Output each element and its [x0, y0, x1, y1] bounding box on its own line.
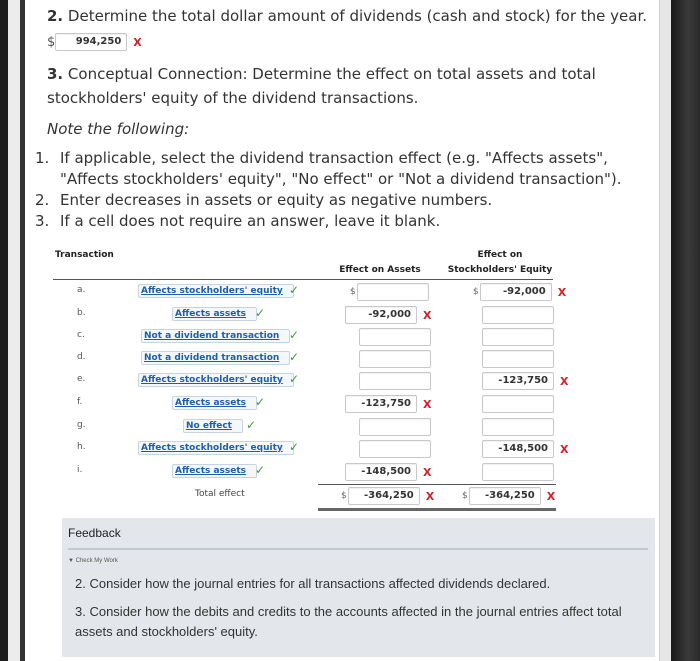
total-row: [25, 485, 659, 507]
equity-input[interactable]: [482, 328, 554, 346]
equity-input[interactable]: [482, 463, 554, 481]
assets-input[interactable]: -92,000: [345, 306, 417, 324]
note-item: 3. If a cell does not require an answer, leave it blank.: [35, 212, 441, 230]
effect-select[interactable]: Affects assets: [172, 464, 257, 478]
correct-icon: ✓: [289, 372, 300, 386]
header-divider: [53, 279, 553, 280]
note-title: Note the following:: [47, 120, 190, 138]
feedback-divider: [68, 548, 648, 550]
assets-input[interactable]: [359, 372, 431, 390]
equity-cell: [482, 440, 568, 458]
assets-cell: $: [350, 283, 429, 301]
table-row: e. Affects stockholders' equity ✓ -123,750 X: [25, 370, 659, 392]
correct-icon: ✓: [289, 350, 300, 364]
correct-icon: ✓: [255, 306, 266, 320]
assets-input[interactable]: [359, 350, 431, 368]
equity-input[interactable]: -148,500: [482, 440, 554, 458]
total-double-rule: [318, 508, 556, 511]
table-row: a. Affects stockholders' equity ✓ $ $ -92,000 X: [25, 281, 659, 303]
total-effect-label: Total effect: [195, 489, 245, 499]
incorrect-icon: X: [423, 465, 432, 479]
incorrect-icon: X: [425, 489, 435, 503]
equity-cell: [482, 395, 554, 413]
effect-select[interactable]: Affects stockholders' equity: [138, 284, 294, 298]
incorrect-icon: X: [557, 285, 567, 299]
assets-cell: [359, 440, 431, 458]
correct-icon: ✓: [255, 395, 266, 409]
correct-icon: ✓: [255, 463, 266, 477]
note-list: [35, 148, 655, 232]
assets-cell: [359, 328, 431, 346]
equity-input[interactable]: [482, 350, 554, 368]
effect-select[interactable]: Not a dividend transaction: [141, 351, 290, 365]
assets-input[interactable]: -148,500: [345, 463, 417, 481]
effect-select[interactable]: No effect: [183, 419, 243, 433]
equity-input[interactable]: [482, 418, 554, 436]
table-row: c. Not a dividend transaction ✓: [25, 326, 659, 348]
equity-input[interactable]: [482, 395, 554, 413]
feedback-item: 3. Consider how the debits and credits to the accounts affected in the journal entries affect total assets and stockholders' equity.: [75, 604, 622, 639]
assets-cell: [345, 463, 431, 481]
window-edge-left: [0, 0, 8, 661]
header-equity-line1: Effect on: [477, 250, 523, 260]
assets-cell: [345, 306, 431, 324]
total-dividends-input[interactable]: 994,250: [55, 33, 127, 51]
question-2-number: 2.: [47, 7, 64, 25]
equity-cell: $ -92,000 X: [473, 283, 566, 301]
feedback-item: 2. Consider how the journal entries for all transactions affected dividends declared.: [75, 576, 551, 591]
total-assets-cell: $ -364,250 X: [341, 487, 434, 505]
effect-select[interactable]: Affects assets: [172, 307, 257, 321]
table-row: f. Affects assets ✓ -123,750 X: [25, 393, 659, 415]
equity-cell: [482, 328, 554, 346]
equity-cell: [482, 418, 554, 436]
equity-input[interactable]: [482, 306, 554, 324]
table-row: i. Affects assets ✓ -148,500 X: [25, 461, 659, 483]
question-3-text: Conceptual Connection: Determine the effect on total assets and total stockholders' equity of the dividend transactions.: [47, 65, 596, 107]
equity-cell: [482, 372, 568, 390]
correct-icon: ✓: [246, 418, 257, 432]
assets-cell: [345, 395, 431, 413]
question-3: [47, 62, 627, 110]
question-page: [25, 0, 659, 661]
question-2-text: Determine the total dollar amount of dividends (cash and stock) for the year.: [67, 7, 648, 25]
effect-select[interactable]: Not a dividend transaction: [141, 329, 290, 343]
equity-input[interactable]: -92,000: [480, 283, 552, 301]
assets-input[interactable]: -123,750: [345, 395, 417, 413]
assets-input[interactable]: [359, 328, 431, 346]
window-frame-left: [8, 0, 20, 661]
correct-icon: ✓: [289, 283, 300, 297]
header-effect-on-assets: Effect on Assets: [339, 265, 421, 275]
correct-icon: ✓: [289, 328, 300, 342]
total-equity-cell: $ -364,250 X: [462, 487, 555, 505]
table-row: g. No effect ✓: [25, 416, 659, 438]
assets-cell: [359, 372, 431, 390]
assets-input[interactable]: [359, 440, 431, 458]
incorrect-icon: X: [423, 397, 432, 411]
question-3-number: 3.: [47, 65, 64, 83]
effect-select[interactable]: Affects assets: [172, 396, 257, 410]
total-assets-input[interactable]: -364,250: [348, 487, 420, 505]
check-my-work-toggle[interactable]: ▼ Check My Work: [68, 558, 118, 564]
table-row: b. Affects assets ✓ -92,000 X: [25, 304, 659, 326]
table-row: h. Affects stockholders' equity ✓ -148,500 X: [25, 438, 659, 460]
equity-cell: [482, 463, 554, 481]
window-edge-right: [671, 0, 700, 661]
total-equity-input[interactable]: -364,250: [469, 487, 541, 505]
currency-symbol: $: [47, 34, 56, 50]
question-2: [47, 4, 647, 28]
effect-select[interactable]: Affects stockholders' equity: [138, 441, 294, 455]
assets-cell: [359, 418, 431, 436]
equity-cell: [482, 350, 554, 368]
correct-icon: ✓: [289, 440, 300, 454]
note-item: 2. Enter decreases in assets or equity as negative numbers.: [35, 191, 493, 209]
incorrect-icon: X: [546, 489, 556, 503]
assets-input[interactable]: [359, 418, 431, 436]
incorrect-icon: X: [423, 308, 432, 322]
note-item: 1. If applicable, select the dividend transaction effect (e.g. "Affects assets", "Affects stockholders' equity", "No effect" or "Not a dividend transaction").: [35, 149, 622, 188]
assets-cell: [359, 350, 431, 368]
incorrect-icon: X: [560, 374, 569, 388]
question-2-answer-row: [47, 33, 142, 51]
table-row: d. Not a dividend transaction ✓: [25, 348, 659, 370]
effect-select[interactable]: Affects stockholders' equity: [138, 373, 294, 387]
header-transaction: Transaction: [55, 250, 114, 260]
feedback-title: Feedback: [68, 526, 121, 540]
triangle-down-icon: ▼: [68, 558, 76, 564]
incorrect-icon: X: [560, 442, 569, 456]
assets-input[interactable]: [357, 283, 429, 301]
feedback-panel: [62, 518, 655, 657]
equity-input[interactable]: -123,750: [482, 372, 554, 390]
header-equity-line2: Stockholders' Equity: [447, 265, 553, 275]
incorrect-icon: X: [133, 35, 142, 49]
equity-cell: [482, 306, 554, 324]
